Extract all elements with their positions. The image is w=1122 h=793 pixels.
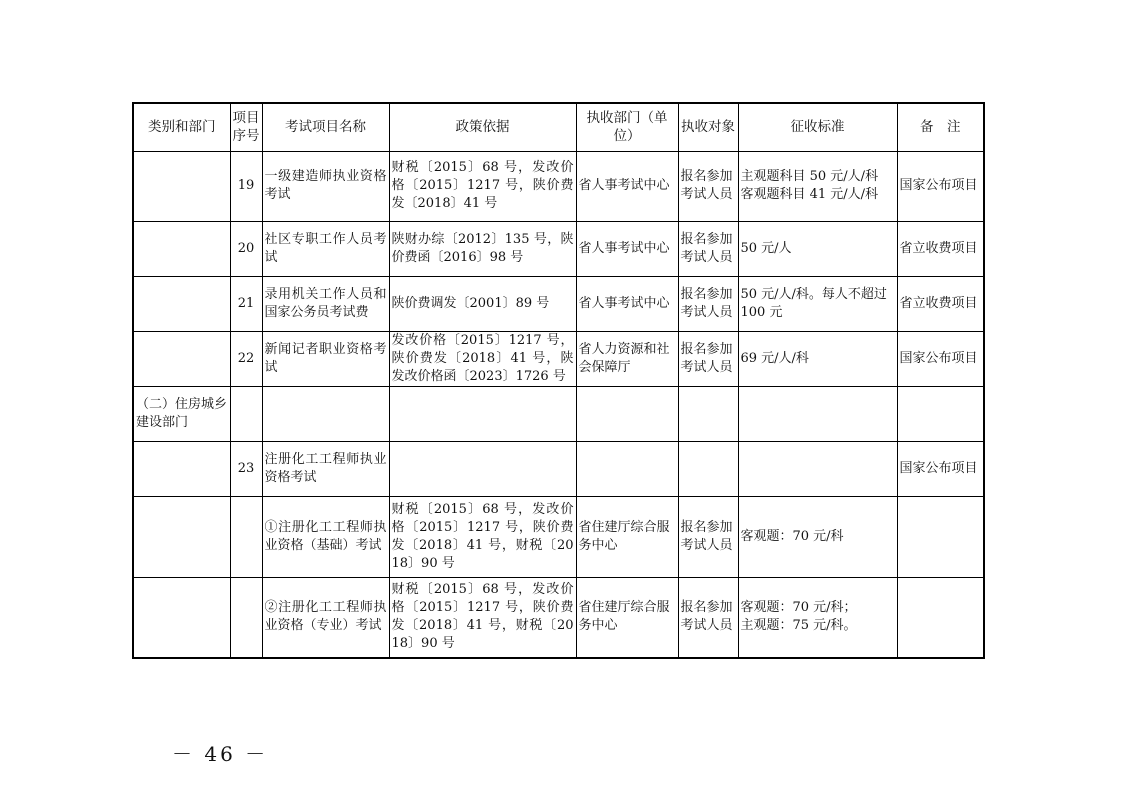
cell-target: 报名参加考试人员 xyxy=(678,331,738,386)
cell-standard: 69 元/人/科 xyxy=(738,331,897,386)
cell-name: 一级建造师执业资格考试 xyxy=(262,151,389,221)
cell-standard: 客观题：70 元/科 xyxy=(738,496,897,577)
cell-policy: 陕财办综〔2012〕135 号，陕价费函〔2016〕98 号 xyxy=(389,221,576,276)
cell-standard xyxy=(738,441,897,496)
cell-target: 报名参加考试人员 xyxy=(678,221,738,276)
cell-seq xyxy=(230,386,262,441)
cell-remark xyxy=(897,577,984,658)
cell-seq xyxy=(230,496,262,577)
cell-standard xyxy=(738,386,897,441)
cell-dept: 省人力资源和社会保障厅 xyxy=(576,331,678,386)
cell-policy: 财税〔2015〕68 号，发改价格〔2015〕1217 号，陕价费发〔2018〕41 号，财税〔2018〕90 号 xyxy=(389,577,576,658)
header-category: 类别和部门 xyxy=(133,103,230,151)
page-number: － 46 － xyxy=(172,742,269,766)
cell-remark: 国家公布项目 xyxy=(897,331,984,386)
cell-category xyxy=(133,577,230,658)
cell-category xyxy=(133,151,230,221)
header-standard: 征收标准 xyxy=(738,103,897,151)
cell-seq: 23 xyxy=(230,441,262,496)
cell-dept: 省人事考试中心 xyxy=(576,221,678,276)
header-remark: 备 注 xyxy=(897,103,984,151)
cell-remark: 省立收费项目 xyxy=(897,276,984,331)
cell-policy xyxy=(389,386,576,441)
cell-name: 注册化工工程师执业资格考试 xyxy=(262,441,389,496)
cell-category xyxy=(133,221,230,276)
cell-seq: 21 xyxy=(230,276,262,331)
cell-dept: 省人事考试中心 xyxy=(576,276,678,331)
cell-name: 新闻记者职业资格考试 xyxy=(262,331,389,386)
cell-policy: 发改价格〔2015〕1217 号，陕价费发〔2018〕41 号，陕发改价格函〔2023〕1726 号 xyxy=(389,331,576,386)
cell-policy: 财税〔2015〕68 号，发改价格〔2015〕1217 号，陕价费发〔2018〕41 号，财税〔2018〕90 号 xyxy=(389,496,576,577)
cell-target xyxy=(678,386,738,441)
cell-dept xyxy=(576,386,678,441)
cell-name: ①注册化工工程师执业资格（基础）考试 xyxy=(262,496,389,577)
cell-remark xyxy=(897,496,984,577)
cell-target: 报名参加考试人员 xyxy=(678,496,738,577)
table-row xyxy=(133,441,984,496)
header-name: 考试项目名称 xyxy=(262,103,389,151)
table-row xyxy=(133,276,984,331)
cell-remark: 国家公布项目 xyxy=(897,441,984,496)
cell-policy xyxy=(389,441,576,496)
cell-remark: 省立收费项目 xyxy=(897,221,984,276)
cell-category xyxy=(133,331,230,386)
cell-remark xyxy=(897,386,984,441)
table-row xyxy=(133,496,984,577)
table-row xyxy=(133,386,984,441)
cell-name: 录用机关工作人员和国家公务员考试费 xyxy=(262,276,389,331)
cell-seq xyxy=(230,577,262,658)
fee-table xyxy=(132,102,985,659)
cell-category xyxy=(133,276,230,331)
table-row xyxy=(133,151,984,221)
cell-name: 社区专职工作人员考试 xyxy=(262,221,389,276)
cell-standard: 50 元/人 xyxy=(738,221,897,276)
table-row xyxy=(133,221,984,276)
table-row xyxy=(133,577,984,658)
table-body xyxy=(133,151,984,658)
cell-remark: 国家公布项目 xyxy=(897,151,984,221)
cell-target: 报名参加考试人员 xyxy=(678,276,738,331)
cell-policy: 财税〔2015〕68 号，发改价格〔2015〕1217 号，陕价费发〔2018〕41 号 xyxy=(389,151,576,221)
cell-target: 报名参加考试人员 xyxy=(678,577,738,658)
cell-target: 报名参加考试人员 xyxy=(678,151,738,221)
cell-category: （二）住房城乡建设部门 xyxy=(133,386,230,441)
header-policy: 政策依据 xyxy=(389,103,576,151)
cell-category xyxy=(133,441,230,496)
cell-standard: 主观题科目 50 元/人/科 客观题科目 41 元/人/科 xyxy=(738,151,897,221)
header-seq: 项目序号 xyxy=(230,103,262,151)
cell-seq: 20 xyxy=(230,221,262,276)
cell-seq: 22 xyxy=(230,331,262,386)
cell-standard: 客观题：70 元/科； 主观题：75 元/科。 xyxy=(738,577,897,658)
cell-dept: 省人事考试中心 xyxy=(576,151,678,221)
cell-policy: 陕价费调发〔2001〕89 号 xyxy=(389,276,576,331)
cell-name: ②注册化工工程师执业资格（专业）考试 xyxy=(262,577,389,658)
cell-dept: 省住建厅综合服务中心 xyxy=(576,496,678,577)
cell-dept xyxy=(576,441,678,496)
cell-seq: 19 xyxy=(230,151,262,221)
cell-target xyxy=(678,441,738,496)
cell-category xyxy=(133,496,230,577)
header-dept: 执收部门（单位） xyxy=(576,103,678,151)
cell-standard: 50 元/人/科。每人不超过 100 元 xyxy=(738,276,897,331)
table-row xyxy=(133,331,984,386)
header-row xyxy=(133,103,984,151)
cell-dept: 省住建厅综合服务中心 xyxy=(576,577,678,658)
header-target: 执收对象 xyxy=(678,103,738,151)
cell-name xyxy=(262,386,389,441)
